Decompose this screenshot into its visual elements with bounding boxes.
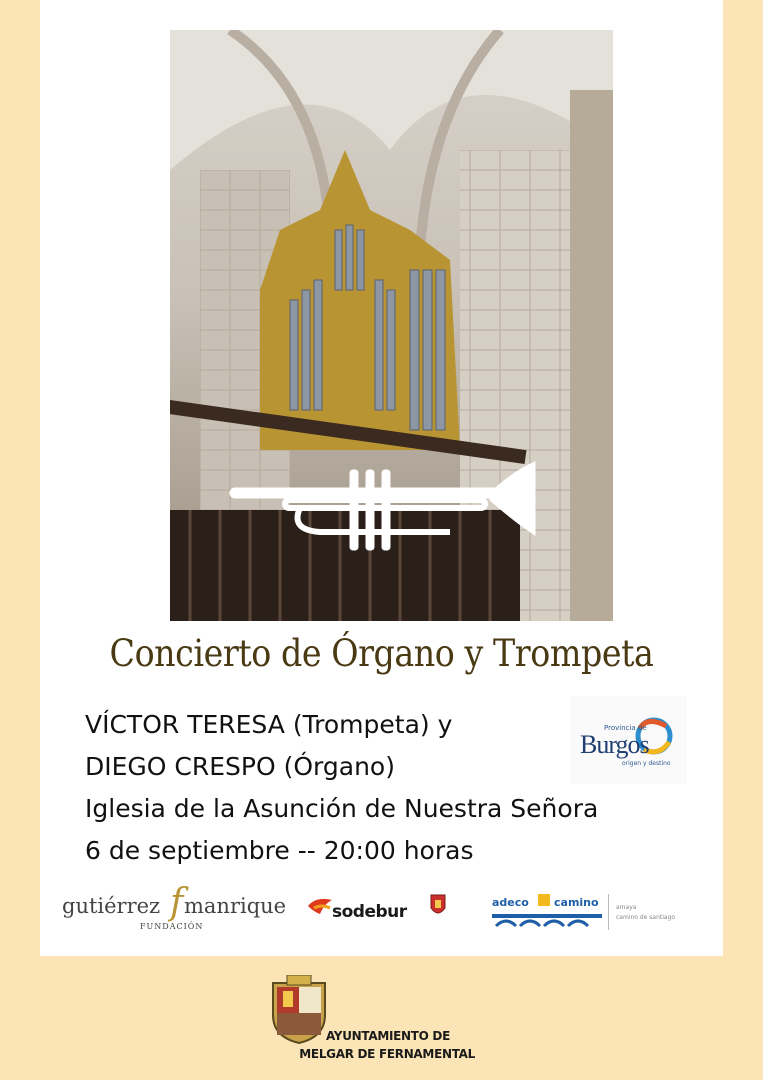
organ-photo <box>170 30 613 621</box>
sodebur-text: sodebur <box>332 902 407 922</box>
adeco-camino-logo <box>492 880 692 935</box>
divider <box>608 894 609 930</box>
burgos-logo <box>570 696 687 784</box>
fundacion-text: FUNDACIÓN <box>140 922 204 931</box>
bridge-icon <box>492 912 602 928</box>
shield-icon <box>430 894 446 918</box>
gutierrez-f-mark: f <box>170 882 184 923</box>
ayuntamiento-line-2: MELGAR DE FERNAMENTAL <box>299 1047 475 1061</box>
ayuntamiento-logo <box>265 975 475 1065</box>
organ-illustration <box>170 30 613 621</box>
manrique-text: manrique <box>184 894 287 918</box>
adeco-text: adeco <box>492 896 529 909</box>
date-time: 6 de septiembre -- 20:00 horas <box>85 836 474 865</box>
gutierrez-manrique-logo <box>62 880 287 935</box>
poster <box>40 0 723 956</box>
camino-santiago-text: camino de santiago <box>616 914 676 921</box>
concert-title: Concierto de Órgano y Trompeta <box>109 632 654 675</box>
burgos-small-text: Provincia de <box>604 724 647 732</box>
ayuntamiento-line-1: AYUNTAMIENTO DE <box>325 1029 450 1043</box>
performer-trumpet: VÍCTOR TERESA (Trompeta) y <box>85 710 453 739</box>
camino-text: camino <box>554 896 599 909</box>
gutierrez-text: gutiérrez <box>62 894 161 918</box>
burgos-tagline: origen y destino <box>622 760 671 767</box>
performer-organ: DIEGO CRESPO (Órgano) <box>85 752 395 781</box>
amaya-text: amaya <box>616 904 637 911</box>
burgos-main-text: Burgos <box>580 730 649 759</box>
venue: Iglesia de la Asunción de Nuestra Señora <box>85 794 599 823</box>
sodebur-logo <box>306 880 456 935</box>
camino-shell-icon <box>538 894 550 906</box>
